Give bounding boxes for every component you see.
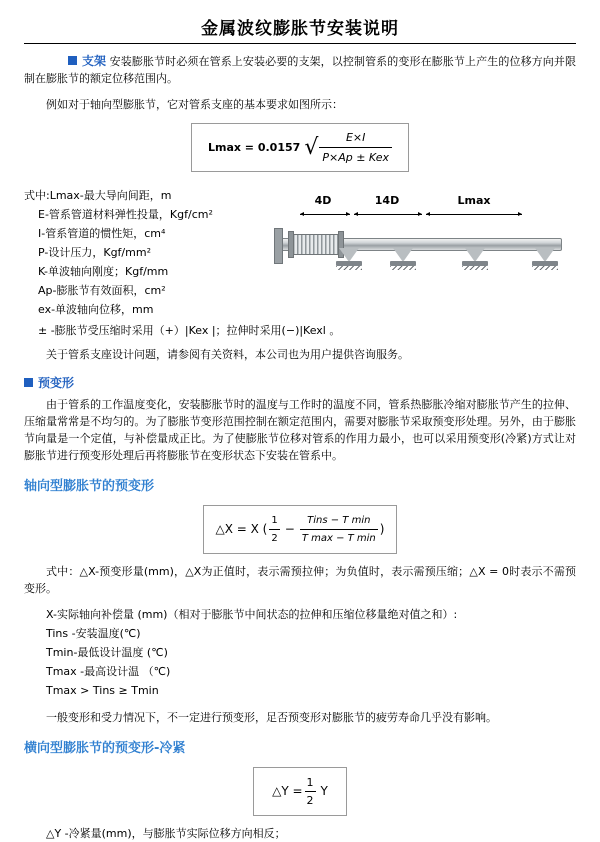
support-note: 关于管系支座设计问题，请参阅有关资料，本公司也为用户提供咨询服务。 — [46, 348, 409, 361]
list-item: Tmax > Tins ≥ Tmin — [46, 684, 159, 697]
support-cone-icon — [339, 248, 359, 262]
list-item: I-管系管道的惯性矩，cm⁴ — [38, 227, 166, 240]
section-support-text: 安装膨胀节时必须在管系上安装必要的支架，以控制管系的变形在膨胀节上产生的位移方向并限制在膨胀节的额定位移范围内。 — [24, 55, 576, 85]
section-support-heading: 支架 — [46, 53, 106, 70]
section-lateral-explain: △Y -冷紧量(mm)，与膨胀节实际位移方向相反； — [46, 827, 286, 840]
document-page — [0, 14, 600, 840]
list-item: Tins -安装温度(℃) — [46, 627, 141, 640]
list-item: E-管系管道材料弹性投量，Kgf/cm² — [38, 208, 213, 221]
formula-axial-temp-fraction: Tins − T min T max − T min — [300, 512, 378, 547]
bellows-expansion-joint — [292, 234, 340, 255]
definitions-and-diagram — [24, 178, 576, 319]
list-item: Tmax -最高设计温 （℃) — [46, 665, 171, 678]
blue-square-icon — [68, 56, 77, 65]
section-axial-explain: 式中：△X-预变形量(mm)，△X为正值时，表示需预拉伸；为负值时，表示需预压缩；△X = 0时表示不需预变形。 — [24, 565, 576, 595]
axial-definition-list — [24, 605, 576, 700]
blue-square-icon — [24, 378, 33, 387]
support-ground-hatch-icon — [336, 266, 362, 270]
diagram-dimension-labels — [296, 192, 564, 209]
title-divider — [24, 43, 576, 44]
flange-left-icon — [288, 231, 294, 258]
list-item: K-单波轴向刚度；Kgf/mm — [38, 265, 169, 278]
section-axial-note: 一般变形和受力情况下，不一定进行预变形，足否预变形对膨胀节的疲劳寿命几乎没有影响。 — [46, 711, 497, 724]
support-1 — [336, 248, 362, 268]
support-cone-icon — [465, 248, 485, 262]
support-3 — [462, 248, 488, 268]
support-2 — [390, 248, 416, 268]
definition-list — [24, 186, 274, 319]
formula-lmax — [191, 123, 409, 172]
formula-lmax-sqrt — [304, 129, 392, 166]
formula-lmax-denominator: P×Ap ± Kex — [322, 151, 390, 164]
list-item: 式中:Lmax-最大导向间距，m — [24, 189, 172, 202]
arrow-14d — [354, 214, 422, 215]
list-item: Ap-膨胀节有效面积，cm² — [38, 284, 166, 297]
formula-lateral-half: $\frac{1}{2}$ — [306, 776, 314, 807]
formula-lateral-lhs: △Y = — [272, 784, 303, 798]
list-item: P-设计压力，Kgf/mm² — [38, 246, 151, 259]
formula-lmax-numerator: E×I — [319, 129, 392, 148]
formula-axial-half: 1 2 — [269, 512, 279, 547]
section-lateral-heading: 横向型膨胀节的预变形-冷紧 — [24, 741, 186, 756]
list-item: ex-单波轴向位移，mm — [38, 303, 154, 316]
list-item: X-实际轴向补偿量 (mm)（相对于膨胀节中间状态的拉伸和压缩位移量绝对值之和）: — [46, 608, 458, 621]
support-ground-hatch-icon — [390, 266, 416, 270]
section-predeform-text: 由于管系的工作温度变化，安装膨胀节时的温度与工作时的温度不同，管系热膨胀冷缩对膨胀节产生的拉伸、压缩量常常是不均匀的。为了膨胀节变形范围控制在额定范围内，需要对膨胀节采取预变形处理。另外，由于膨胀节向量是一个定值，与补偿量成正比。为了使膨胀节位移对管系的作用力最小，也可以采用预变形(冷紧)方式让对膨胀节进行预变形处理后再将膨胀节在变形状态下安装在管系中。 — [24, 398, 576, 462]
formula-lmax-label: Lmax = 0.0157 — [207, 141, 301, 154]
formula-axial-lhs: △X = X ( — [215, 522, 268, 536]
support-ground-hatch-icon — [462, 266, 488, 270]
section-predeform-heading: 预变形 — [24, 375, 576, 392]
anchor-block-icon — [274, 228, 283, 264]
list-item: Tmin-最低设计温度 (℃) — [46, 646, 168, 659]
support-spacing-diagram — [274, 192, 564, 284]
list-item: ± -膨胀节受压缩时采用（+）|Kex |；拉伸时采用(−)|Kexl 。 — [38, 324, 341, 337]
diagram-label-lmax: Lmax — [457, 194, 491, 207]
diagram-label-4d: 4D — [314, 194, 332, 207]
formula-axial-rhs: ) — [379, 522, 385, 536]
diagram-dimension-arrows — [296, 210, 564, 220]
support-cone-icon — [393, 248, 413, 262]
formula-lateral-rhs: Y — [320, 784, 328, 798]
definition-list-last — [24, 321, 576, 340]
support-ground-hatch-icon — [532, 266, 558, 270]
radical-icon: √ — [304, 134, 319, 160]
formula-axial-wrap — [24, 505, 576, 554]
section-support — [24, 53, 576, 87]
arrow-lmax — [426, 214, 522, 215]
support-cone-icon — [535, 248, 555, 262]
page-title: 金属波纹膨胀节安装说明 — [201, 19, 399, 39]
support-4 — [532, 248, 558, 268]
formula-lateral-wrap — [24, 767, 576, 816]
formula-axial-minus: − — [284, 522, 295, 536]
formula-axial — [203, 505, 398, 554]
diagram-pipe-assembly — [274, 222, 564, 284]
section-axial-heading: 轴向型膨胀节的预变形 — [24, 479, 155, 494]
diagram-label-14d: 14D — [374, 194, 400, 207]
arrow-4d — [300, 214, 350, 215]
section-support-text2: 例如对于轴向型膨胀节，它对管系支座的基本要求如图所示： — [46, 98, 343, 111]
document-body — [0, 53, 600, 842]
formula-lateral — [253, 767, 347, 816]
